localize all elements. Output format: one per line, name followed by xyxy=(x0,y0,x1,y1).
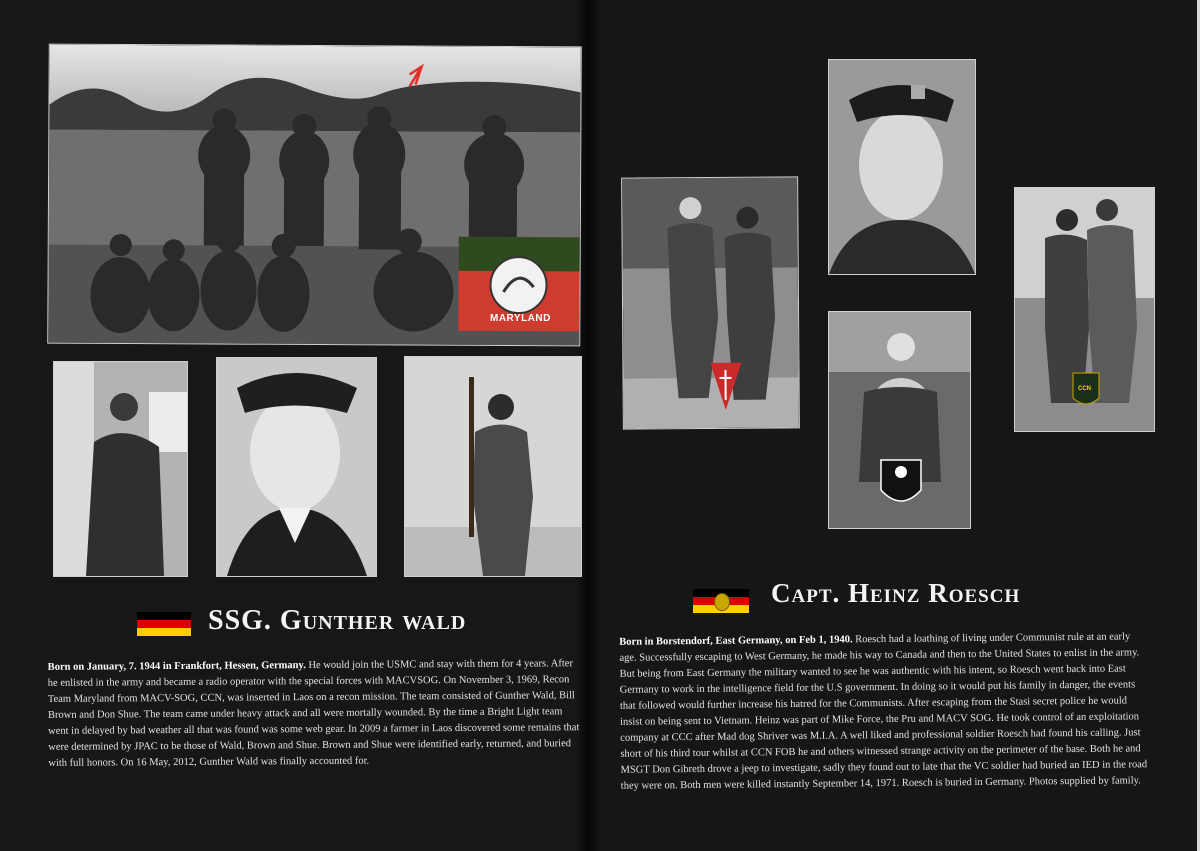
soldier-with-melon-photo xyxy=(828,311,971,529)
bio-roesch-text: Roesch had a loathing of living under Communist rule at an early age. Successfully escaping to West Germany, he made his way to Canada and then to the United States to enlist in the army. But being from East Germany the military wanted to see he was authentic with his intent, so Roesch went back into East Germany to work in the intelligence field for the U.S government. In doing so it would put his family in danger, the events that followed would further increase his hatred for the Communists. After escaping from the Stasi secret police he would insist on being sent to Vietnam. Heinz was part of Mike Force, the Pru and MACV SOG. He took control of an exploitation company at CCC after Mad dog Shriver was M.I.A. A well liked and professional soldier Roesch had found his calling. Just short of his third tour whilst at CCN FOB he and others witnessed strange activity on the perimeter of the base. Both he and MSGT Don Gibreth drove a jeep to investigate, sadly they found out to late that the VC soldier had buried an IED in the road they were on. Both men were killed instantly September 14, 1971. Roesch is buried in Germany. Photos supplied by family. xyxy=(619,631,1148,792)
soldier-name-roesch: Capt. Heinz Roesch xyxy=(771,578,1021,608)
ccn-badge-label: CCN xyxy=(1078,386,1091,392)
two-men-outdoor-photo xyxy=(1014,187,1155,432)
bio-wald-text: He would join the USMC and stay with them for 4 years. After he enlisted in the army and became a radio operator with the special forces with MACVSOG. On November 3, 1969, Recon Team Maryland from MACV-SOG, CCN, was inserted in Laos on a recon mission. The team consisted of Gunther Wald, Bill Brown and Don Shue. The team came under heavy attack and all were mortally wounded. By the time a Bright Light team went in delayed by bad weather all that was found was some web gear. In 2009 a farmer in Laos discovered some remains that were determined by JPAC to be those of Wald, Brown and Shue. Brown and Shue were identified early, returned, and buried with full honors. On 16 May, 2012, Gunther Wald was finally accounted for. xyxy=(47,658,580,769)
portrait-photo-3 xyxy=(404,356,582,577)
bio-wald xyxy=(48,656,581,772)
bio-wald-lead: Born on January, 7. 1944 in Frankfort, Hessen, Germany. xyxy=(47,660,306,673)
patch-maryland-label: MARYLAND xyxy=(490,313,551,324)
portrait-roesch-beret-photo xyxy=(828,59,976,275)
gdr-emblem-icon xyxy=(714,593,730,611)
portrait-photo-1 xyxy=(53,361,188,577)
bio-roesch-lead: Born in Borstendorf, East Germany, on Feb 1, 1940. xyxy=(619,634,853,648)
portrait-photo-2 xyxy=(216,357,377,577)
bio-roesch xyxy=(619,629,1148,795)
soldier-name-wald: SSG. Gunther wald xyxy=(208,605,467,636)
east-germany-flag-icon xyxy=(693,589,749,613)
germany-flag-icon xyxy=(137,612,191,636)
two-soldiers-photo xyxy=(621,176,800,429)
team-group-photo xyxy=(47,44,582,347)
